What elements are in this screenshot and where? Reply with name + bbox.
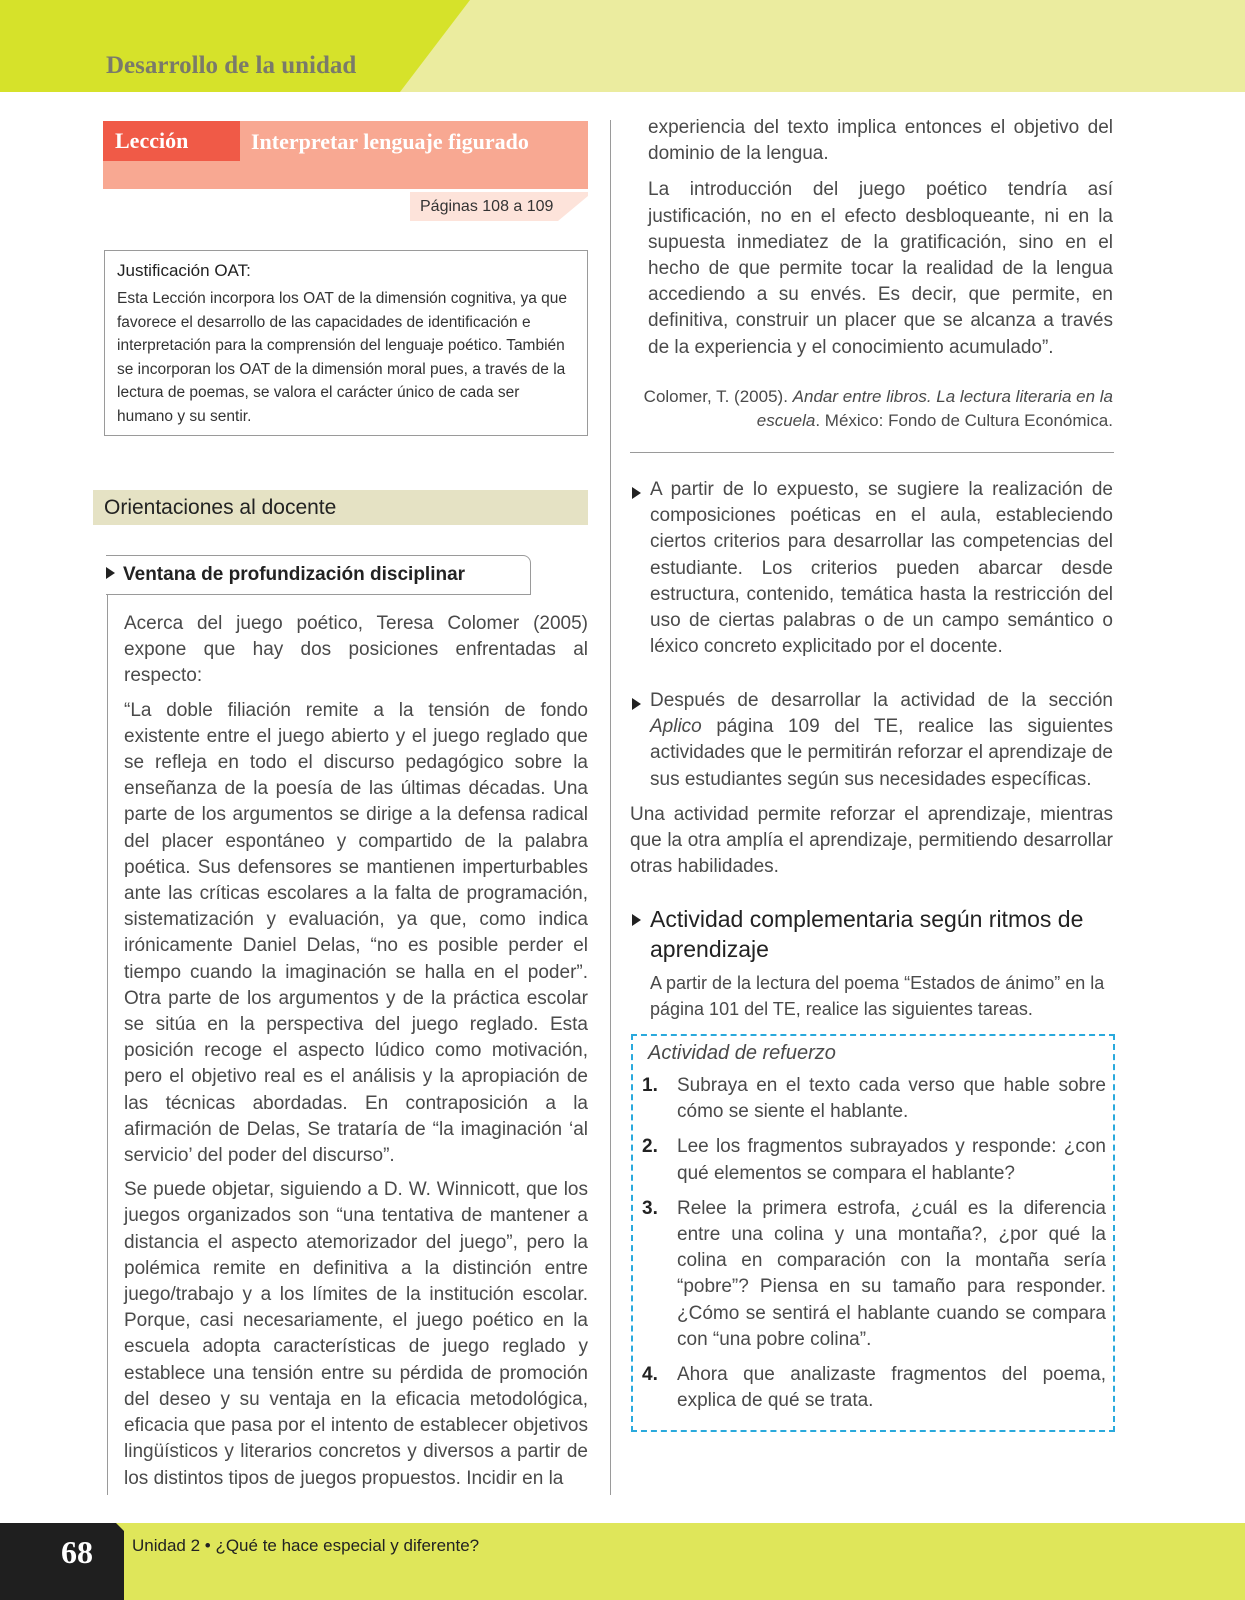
ventana-body [124,611,588,1500]
section-name: Aplico [650,716,702,738]
bullet-item [632,688,1113,793]
ventana-quote: “La doble filiación remite a la tensión de fondo existente entre el juego abierto y el juego reglado que se refleja en todo el discurso pedagógico sobre la enseñanza de la poesía de las últimas décadas. Una parte de los argumentos se dirige a la defensa radical del placer espontáneo y compartido de la palabra poética. Sus defensores se mantienen imperturbables ante las críticas escolares a la falta de programación, sistematización y evaluación, ya que, como indica irónicamente Daniel Delas, “no es posible perder el tiempo cuando la imaginación se halla en el poder”. Otra parte de los argumentos y de la práctica escolar se sitúa en la perspectiva del juego reglado. Esta posición recoge el aspecto lúdico como motivación, pero el objetivo real es el análisis y la apropiación de las técnicas abordadas. En contraposición a la afirmación de Delas, Se trataría de “la imaginación ‘al servicio’ del poder del discurso”. [124,699,588,1167]
plain-paragraph: Una actividad permite reforzar el aprendizaje, mientras que la otra amplía el aprendizaje, permitiendo desarrollar otras habilidades. [630,804,1113,878]
citation-publisher: . México: Fondo de Cultura Económica. [815,411,1113,430]
citation-rule [630,452,1114,453]
unit-title: Desarrollo de la unidad [106,52,357,79]
ventana-paragraph: experiencia del texto implica entonces el objetivo del dominio de la lengua. [648,117,1113,165]
item-text: Lee los fragmentos subrayados y responde: ¿con qué elementos se compara el hablante? [677,1136,1106,1184]
citation-book: Andar entre libros. La lectura literaria en la escuela [756,387,1113,430]
item-number: 3. [642,1197,658,1219]
list-item [642,1362,1106,1414]
bullet-text [650,688,1113,793]
triangle-bullet-icon [632,698,641,710]
oat-box [104,250,588,436]
ventana-paragraph: Acerca del juego poético, Teresa Colomer (2005) expone que hay dos posiciones enfrentadas al respecto: [124,613,588,687]
item-text: Ahora que analizaste fragmentos del poema, explica de qué se trata. [677,1364,1106,1412]
page-number: 68 [61,1534,93,1570]
bullet-text-part: página 109 del TE, realice las siguientes actividades que le permitirán reforzar el aprendizaje de sus estudiantes según sus necesidades específicas. [650,716,1113,790]
ventana-title: Ventana de profundización disciplinar [123,564,466,585]
triangle-bullet-icon [632,487,641,499]
refuerzo-title: Actividad de refuerzo [648,1042,836,1064]
bullet-text: A partir de lo expuesto, se sugiere la realización de composiciones poéticas en el aula, estableciendo ciertos criterios para desarrollar las competencias del estudiante. Los criterios pueden abarcar desde estructura, contenido, temática hasta la restricción del uso de ciertas palabras o de un campo semántico o léxico concreto explicitado por el docente. [650,479,1113,658]
item-text: Relee la primera estrofa, ¿cuál es la diferencia entre una colina y una montaña?, ¿por qué la colina en comparación con la montaña sería “pobre”? Piensa en su tamaño para responder. ¿Cómo se sentirá el hablante cuando se compara con “una pobre colina”. [677,1197,1106,1350]
bullet-text-part: Después de desarrollar la actividad de la sección [650,690,1113,711]
actividad-heading [632,904,1113,964]
list-item [642,1134,1106,1186]
footer-unit-text: Unidad 2 • ¿Qué te hace especial y diferente? [132,1536,480,1555]
ventana-heading [106,557,465,593]
orientaciones-title: Orientaciones al docente [104,496,337,519]
ventana-paragraph: Se puede objetar, siguiendo a D. W. Winnicott, que los juegos organizados son “una tentativa de mantener a distancia el aspecto atemorizador del juego”, pero la polémica remite en definitiva a la distinción entre juego/trabajo y a los límites de la institución escolar. Porque, casi necesariamente, el juego poético en la escuela adopta características de juego reglado y establece una tensión entre su pérdida de promoción del deseo y su ventaja en la eficacia metodológica, eficacia que pasa por el intento de establecer objetivos lingüísticos y literarios concretos y diversos a partir de los distintos tipos de juegos propuestos. Incidir en la [124,1179,588,1489]
refuerzo-list [642,1073,1106,1423]
column-divider [610,120,611,1495]
pages-label: Páginas 108 a 109 [420,198,554,215]
oat-text: Esta Lección incorpora los OAT de la dimensión cognitiva, ya que favorece el desarrollo de las capacidades de identificación e interpretación para la comprensión del lenguaje poético. También se incorporan los OAT de la dimensión moral pues, a través de la lectura de poemas, se valora el carácter único de cada ser humano y su sentir. [117,290,568,425]
triangle-bullet-icon [106,567,115,579]
bullet-item [632,477,1113,660]
left-column-rule [107,595,108,1495]
lesson-label: Lección [103,121,240,161]
oat-title: Justificación OAT: [117,261,251,280]
item-number: 2. [642,1136,658,1158]
citation [630,385,1113,433]
actividad-intro: A partir de la lectura del poema “Estados de ánimo” en la página 101 del TE, realice las siguientes tareas. [650,973,1105,1019]
lesson-title: Interpretar lenguaje figurado [251,129,529,154]
ventana-paragraph: La introducción del juego poético tendría así justificación, no en el efecto desbloqueante, ni en la supuesta inmediatez de la gratificación, sino en el hecho de que permite tocar la realidad de la lengua accediendo a su envés. Es decir, que permite, en definitiva, construir un placer que se alcanza a través de la experiencia y el conocimiento acumulado”. [648,179,1113,358]
list-item [642,1073,1106,1125]
list-item [642,1196,1106,1353]
triangle-bullet-icon [632,914,641,926]
item-number: 4. [642,1364,658,1386]
page-footer [0,1523,1245,1600]
item-text: Subraya en el texto cada verso que hable sobre cómo se siente el hablante. [677,1075,1106,1123]
actividad-title: Actividad complementaria según ritmos de aprendizaje [650,906,1084,962]
item-number: 1. [642,1075,658,1096]
ventana-continuation [648,115,1113,371]
citation-author: Colomer, T. (2005). [643,387,793,406]
